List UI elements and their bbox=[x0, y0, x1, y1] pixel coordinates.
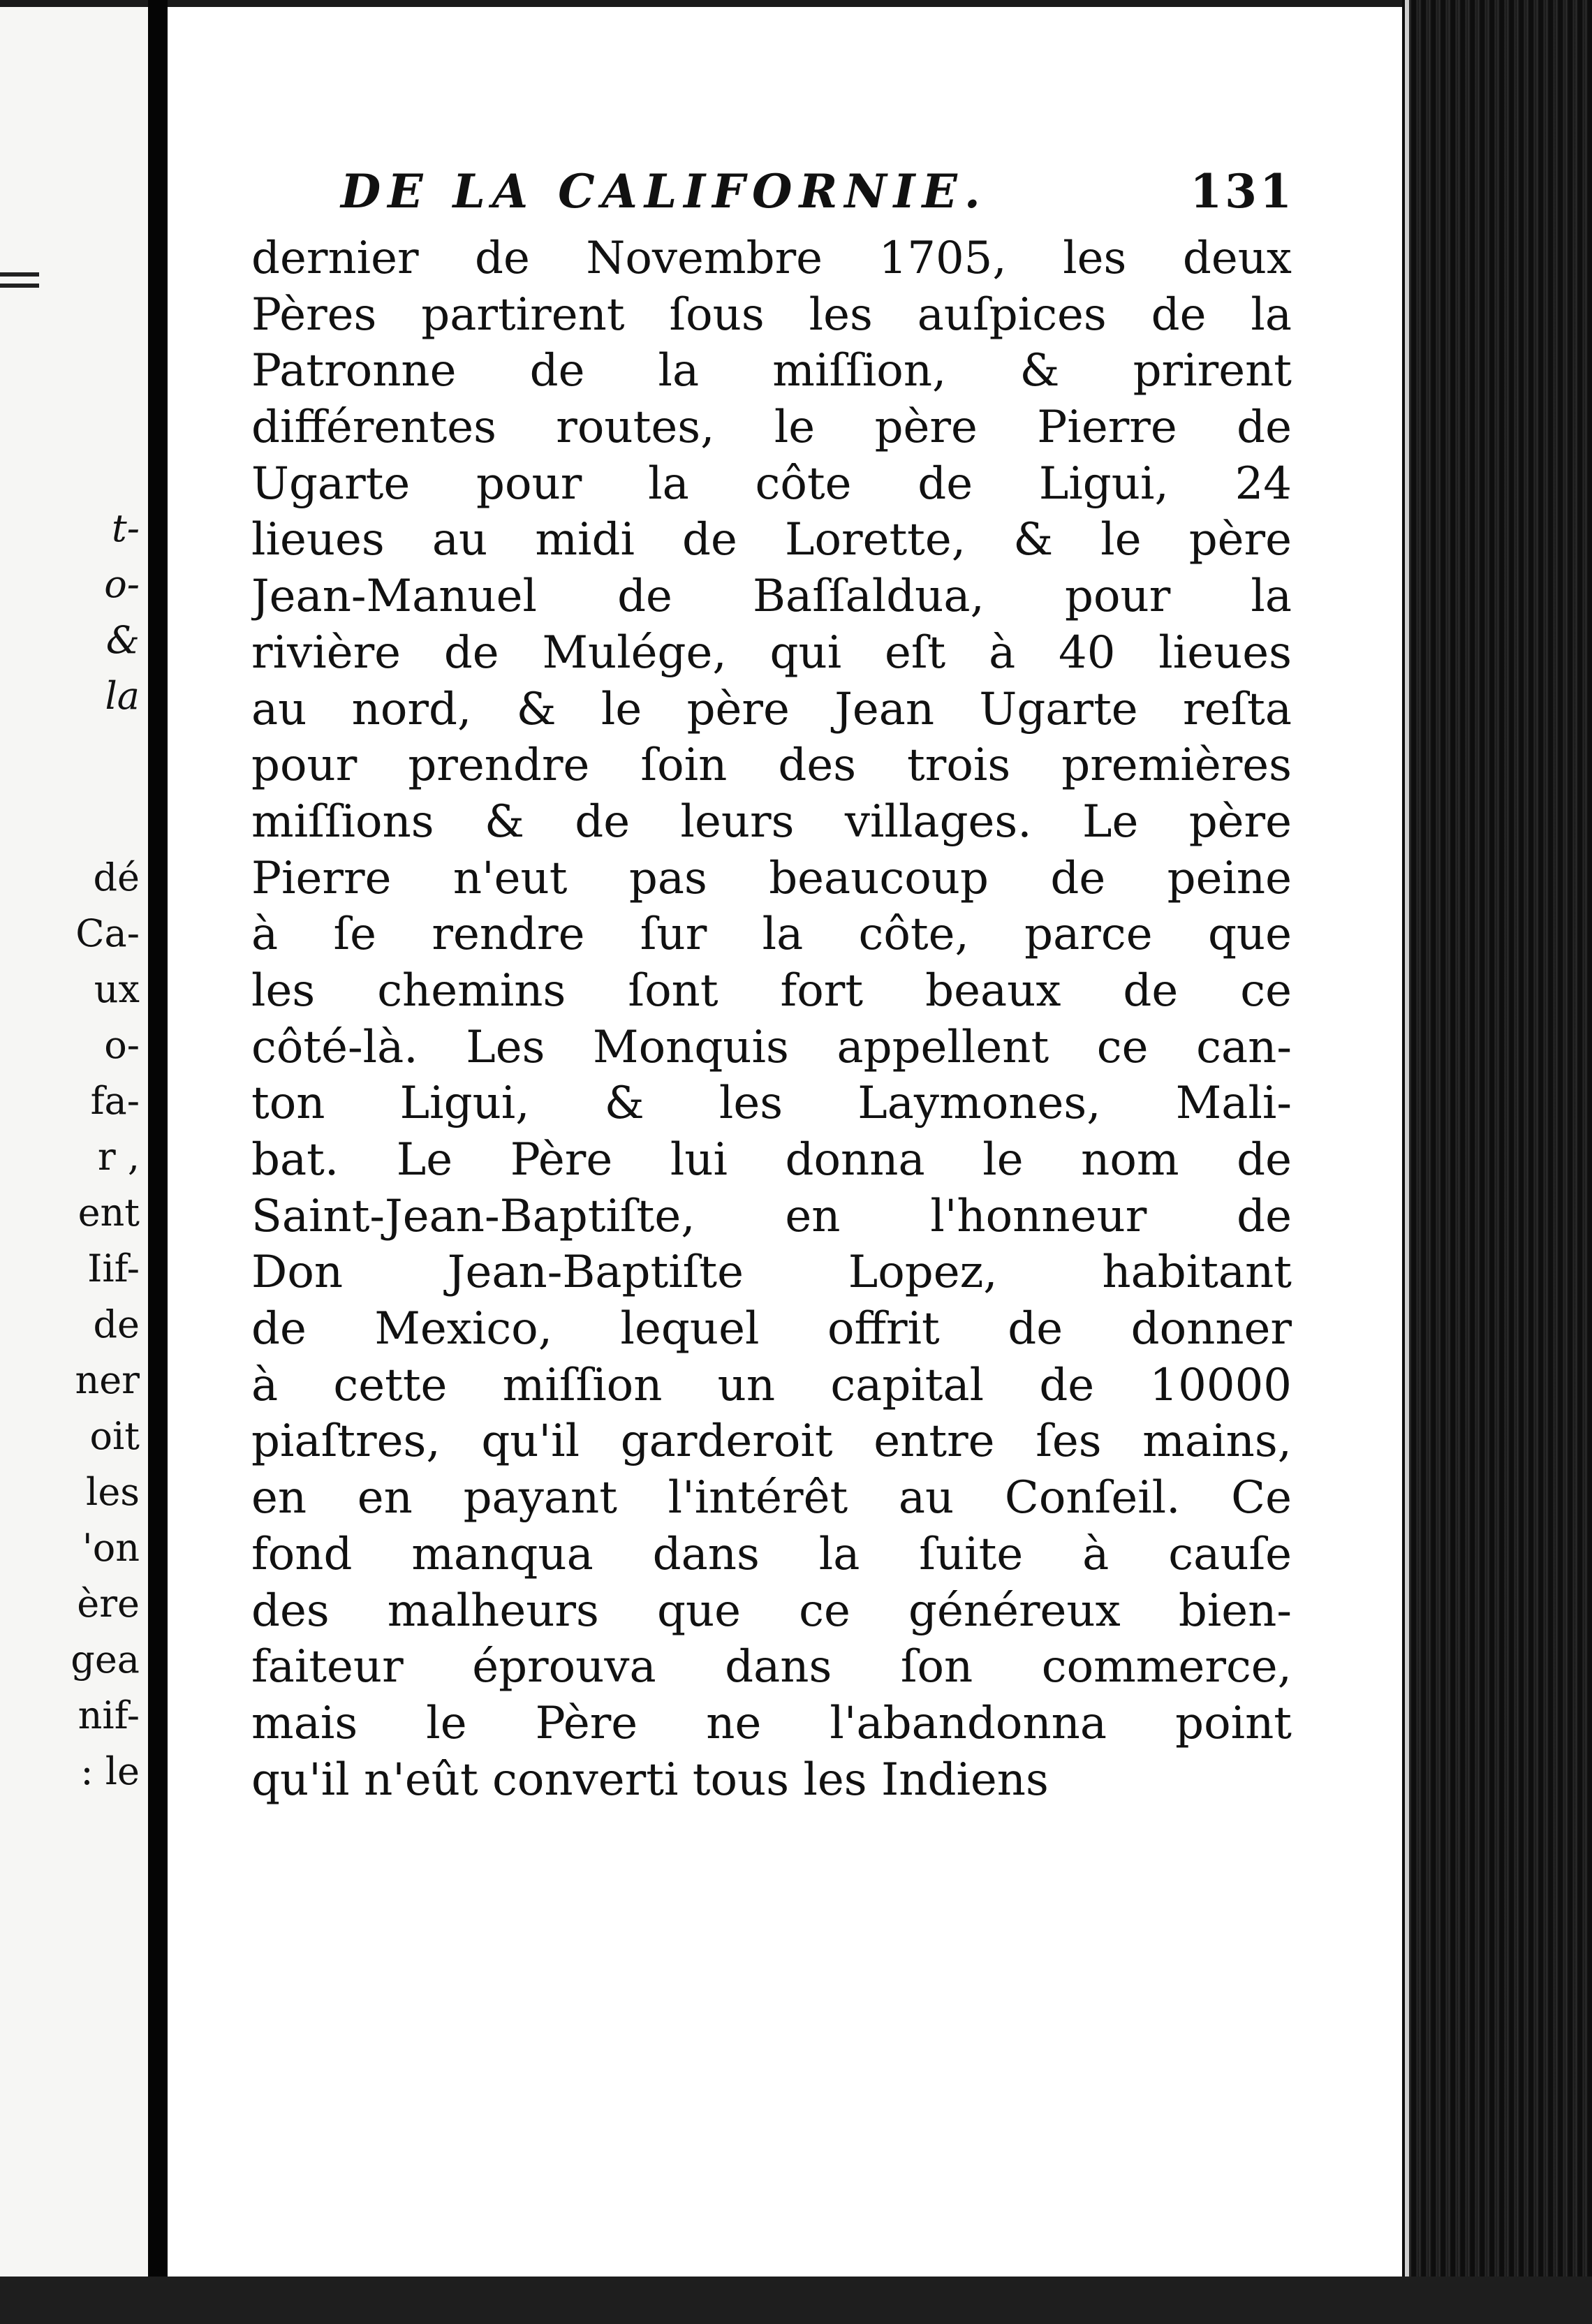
text-line: à cette miſſion un capital de 10000 bbox=[251, 1359, 1292, 1411]
text-line: rivière de Mulége, qui eſt à 40 lieues bbox=[251, 626, 1292, 679]
left-page-fragment: o- bbox=[104, 562, 140, 606]
left-page-fragment: 'on bbox=[82, 1526, 140, 1570]
text-line: fond manqua dans la ſuite à cauſe bbox=[251, 1528, 1292, 1580]
text-line: au nord, & le père Jean Ugarte reſta bbox=[251, 683, 1292, 735]
left-page-fragment: ent bbox=[78, 1191, 140, 1235]
text-line: ton Ligui, & les Laymones, Mali- bbox=[251, 1078, 1292, 1130]
left-page-fragment: ux bbox=[94, 967, 140, 1011]
left-page-fragment: t- bbox=[112, 506, 140, 550]
text-line: les chemins ſont fort beaux de ce bbox=[251, 964, 1292, 1017]
left-page-fragment: oit bbox=[89, 1414, 140, 1458]
left-page-fragment: fa- bbox=[90, 1079, 140, 1123]
left-page-edge bbox=[0, 7, 148, 2277]
text-line: Jean-Manuel de Baſſaldua, pour la bbox=[251, 571, 1292, 623]
text-line: Ugarte pour la côte de Ligui, 24 bbox=[251, 457, 1292, 510]
text-line: piaſtres, qu'il garderoit entre ſes mains, bbox=[251, 1415, 1292, 1468]
left-page-fragment: ner bbox=[75, 1358, 140, 1402]
left-page-fragment: ère bbox=[77, 1582, 140, 1626]
left-page-fragment: o- bbox=[104, 1023, 140, 1067]
text-line: dernier de Novembre 1705, les deux bbox=[251, 233, 1292, 284]
text-line: en en payant l'intérêt au Conſeil. Ce bbox=[251, 1472, 1292, 1524]
text-line: côté-là. Les Monquis appellent ce can- bbox=[251, 1021, 1292, 1073]
text-line: Saint-Jean-Baptiſte, en l'honneur de bbox=[251, 1190, 1292, 1242]
text-line: Patronne de la miſſion, & prirent bbox=[251, 345, 1292, 397]
book-gutter bbox=[148, 0, 168, 2324]
text-line: qu'il n'eût converti tous les Indiens bbox=[251, 1753, 1049, 1806]
left-page-text-fragments bbox=[0, 7, 148, 2277]
left-page-fragment: la bbox=[105, 674, 140, 718]
text-line: à ſe rendre ſur la côte, parce que bbox=[251, 909, 1292, 961]
text-line: mais le Père ne l'abandonna point bbox=[251, 1697, 1292, 1749]
book-fore-edge bbox=[1402, 0, 1592, 2324]
text-line: bat. Le Père lui donna le nom de bbox=[251, 1134, 1292, 1186]
left-page-fragment: nif- bbox=[78, 1693, 140, 1737]
text-line: des malheurs que ce généreux bien- bbox=[251, 1584, 1292, 1637]
left-page-fragment: & bbox=[105, 618, 140, 662]
left-page-fragment: les bbox=[86, 1470, 140, 1514]
left-page-fragment: Iif- bbox=[87, 1246, 140, 1290]
left-page-fragment: gea bbox=[71, 1638, 140, 1682]
page-edge-highlight bbox=[1405, 0, 1409, 2324]
text-line: Pierre n'eut pas beaucoup de peine bbox=[251, 852, 1292, 904]
left-page-fragment: de bbox=[93, 1302, 140, 1346]
body-text bbox=[251, 230, 1292, 1808]
left-page-fragment: r , bbox=[97, 1135, 140, 1179]
right-page bbox=[168, 7, 1402, 2277]
text-line: différentes routes, le père Pierre de bbox=[251, 402, 1292, 454]
left-page-fragment: dé bbox=[93, 855, 140, 899]
text-line: miſſions & de leurs villages. Le père bbox=[251, 795, 1292, 848]
text-line: Don Jean-Baptiſte Lopez, habitant bbox=[251, 1246, 1292, 1299]
running-head bbox=[341, 164, 1295, 220]
running-head-title: DE LA CALIFORNIE. bbox=[341, 164, 987, 219]
text-line: lieues au midi de Lorette, & le père bbox=[251, 514, 1292, 566]
scan-bottom-strip bbox=[0, 2277, 1592, 2324]
left-page-fragment: : le bbox=[80, 1749, 140, 1793]
text-line: faiteur éprouva dans ſon commerce, bbox=[251, 1641, 1292, 1693]
page-number: 131 bbox=[1190, 164, 1295, 219]
text-line: de Mexico, lequel offrit de donner bbox=[251, 1303, 1292, 1355]
text-line: Pères partirent ſous les auſpices de la bbox=[251, 288, 1292, 341]
left-page-fragment: Ca- bbox=[75, 911, 140, 955]
text-line: pour prendre ſoin des trois premières bbox=[251, 740, 1292, 792]
